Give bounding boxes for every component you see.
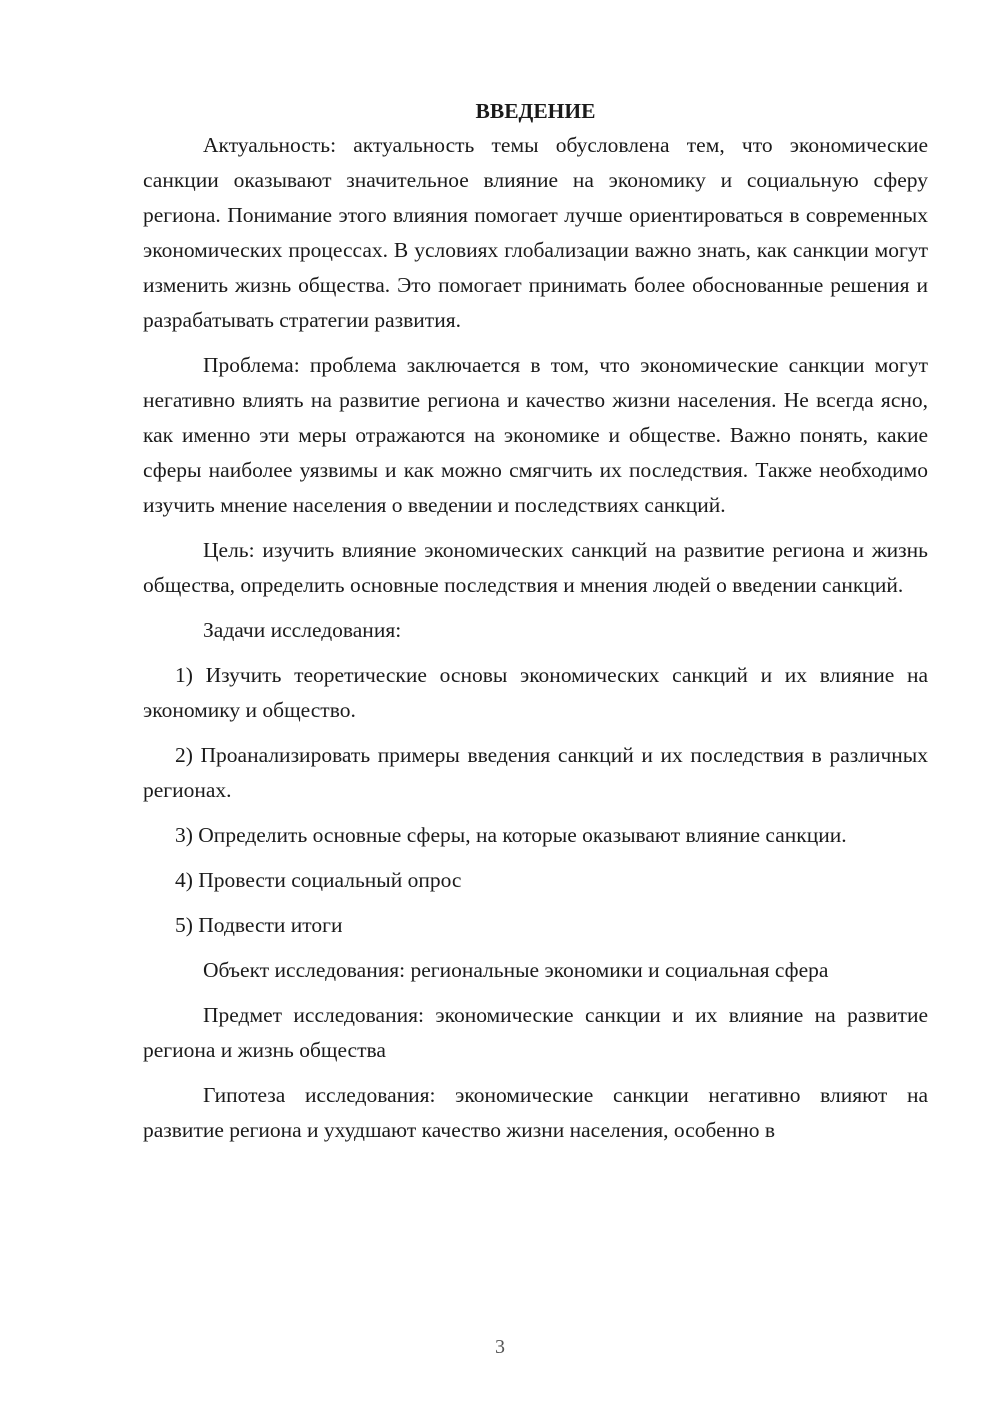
- paragraph-object: Объект исследования: региональные экономики и социальная сфера: [203, 958, 829, 982]
- list-item: 5) Подвести итоги: [175, 913, 343, 937]
- paragraph-problem: Проблема: проблема заключается в том, что экономические санкции могут негативно влиять на развитие региона и качество жизни населения. Не всегда ясно, как именно эти меры отражаются на экономике и обществе. Важно понять, какие сферы наиболее уязвимы и как можно смягчить их последствия. Также необходимо изучить мнение населения о введении и последствиях санкций.: [143, 353, 928, 517]
- list-item: 4) Провести социальный опрос: [175, 868, 462, 892]
- page-content: [143, 96, 928, 1158]
- paragraph-relevance: Актуальность: актуальность темы обусловлена тем, что экономические санкции оказывают значительное влияние на экономику и социальную сферу региона. Понимание этого влияния помогает лучше ориентироваться в современных экономических процессах. В условиях глобализации важно знать, как санкции могут изменить жизнь общества. Это помогает принимать более обоснованные решения и разрабатывать стратегии развития.: [143, 133, 928, 332]
- paragraph-hypothesis: Гипотеза исследования: экономические санкции негативно влияют на развитие региона и ухудшают качество жизни населения, особенно в: [143, 1083, 928, 1142]
- section-title: ВВЕДЕНИЕ: [475, 99, 596, 123]
- paragraph-subject: Предмет исследования: экономические санкции и их влияние на развитие региона и жизнь общества: [143, 1003, 928, 1062]
- paragraph-goal: Цель: изучить влияние экономических санкций на развитие региона и жизнь общества, определить основные последствия и мнения людей о введении санкций.: [143, 538, 928, 597]
- paragraph-tasks-heading: Задачи исследования:: [203, 618, 402, 642]
- tasks-list: [143, 658, 928, 943]
- page-number: 3: [495, 1336, 505, 1358]
- list-item: 2) Проанализировать примеры введения санкций и их последствия в различных регионах.: [143, 743, 928, 802]
- list-item: 1) Изучить теоретические основы экономических санкций и их влияние на экономику и общество.: [143, 663, 928, 722]
- list-item: 3) Определить основные сферы, на которые оказывают влияние санкции.: [175, 823, 847, 847]
